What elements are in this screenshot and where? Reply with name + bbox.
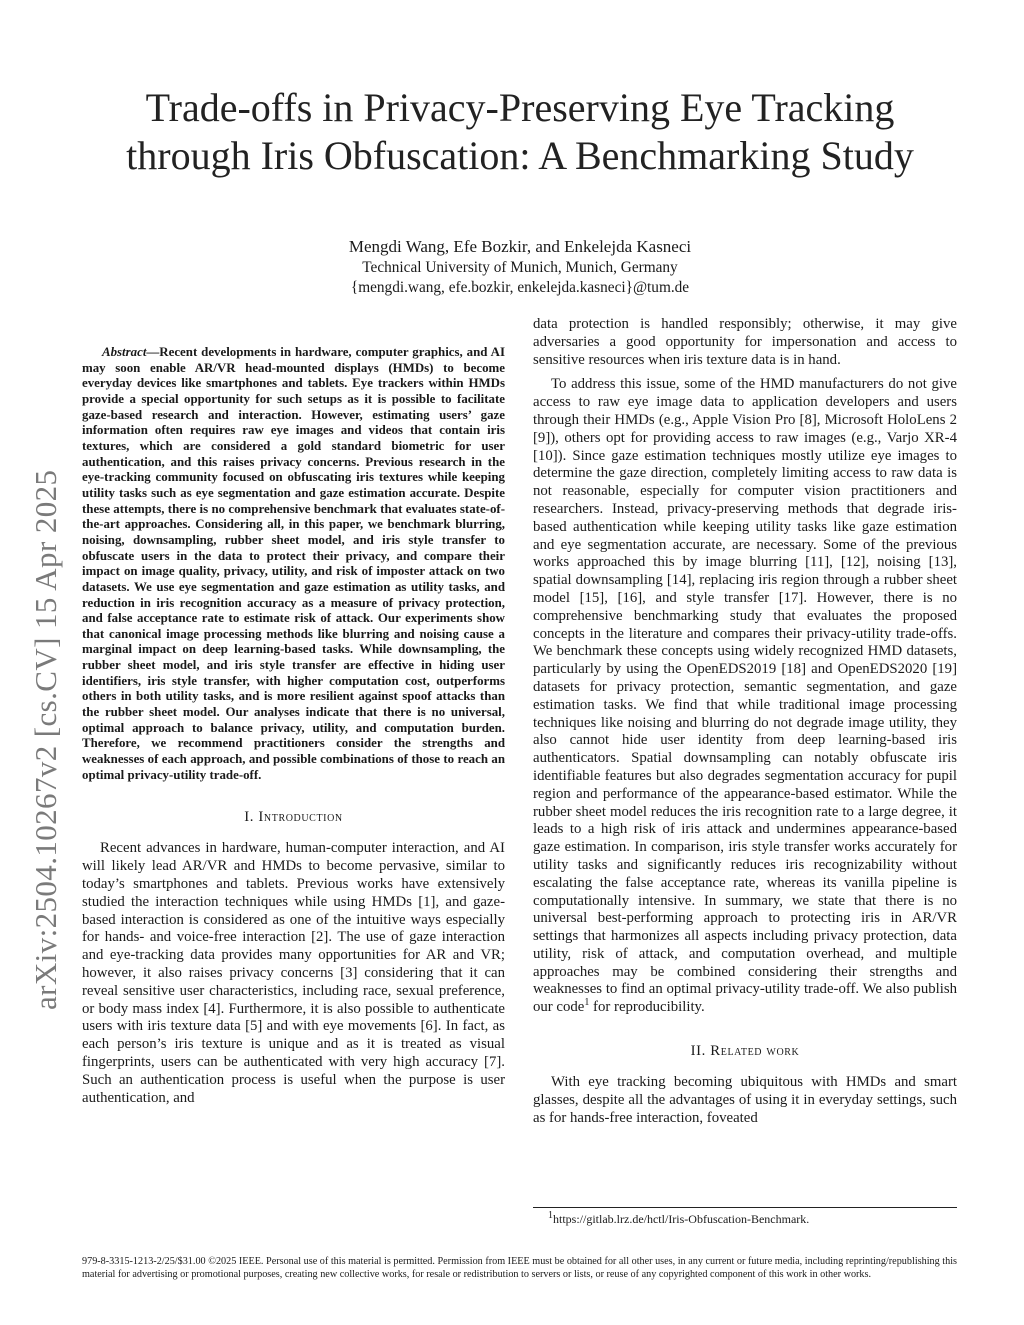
section-number: II.: [690, 1043, 706, 1060]
section-heading-related-work: [533, 1043, 957, 1060]
intro-paragraph-2-end: for reproducibility.: [589, 999, 705, 1016]
intro-paragraph-2: [533, 376, 957, 1017]
abstract: [82, 345, 505, 783]
footnote: [548, 1212, 809, 1227]
section-title: Introduction: [258, 809, 343, 826]
footnote-marker: 1: [584, 997, 590, 1009]
left-column: [82, 345, 505, 1107]
author-block: [70, 236, 970, 298]
abstract-lead: Abstract: [102, 345, 147, 359]
author-emails: {mengdi.wang, efe.bozkir, enkelejda.kasneci}@tum.de: [350, 279, 690, 296]
author-names: Mengdi Wang, Efe Bozkir, and Enkelejda Kasneci: [348, 237, 692, 256]
right-column: [533, 316, 957, 1127]
copyright-notice: 979-8-3315-1213-2/25/$31.00 ©2025 IEEE. Personal use of this material is permitted. Permission from IEEE must be obtained for all other uses, in any current or future media, including reprinting/republishing this material for advertising or promotional purposes, creating new collective works, for resale or redistribution to servers or lists, or reuse of any copyrighted component of this work in other works.: [82, 1256, 957, 1280]
abstract-text: —Recent developments in hardware, computer graphics, and AI may soon enable AR/VR head-mounted displays (HMDs) to become everyday devices like smartphones and tablets. Eye trackers within HMDs provide a special opportunity for such setups as it is possible to facilitate gaze-based research and interaction. However, estimating users’ gaze information often requires raw eye images and videos that contain iris textures, which are considered a gold standard biometric for user authentication, and this raises privacy concerns. Previous research in the eye-tracking community focused on obfuscating iris textures while keeping utility tasks such as eye segmentation and gaze estimation accurate. Despite these attempts, there is no comprehensive benchmark that evaluates state-of-the-art approaches. Considering all, in this paper, we benchmark blurring, noising, downsampling, rubber sheet model, and iris style transfer to obfuscate users in the data to protect their privacy, and compare their impact on image quality, privacy, utility, and risk of imposter attack on two datasets. We use eye segmentation and gaze estimation as utility tasks, and reduction in iris recognition accuracy as a measure of privacy protection, and false acceptance rate to estimate risk of attack. Our experiments show that canonical image processing methods like blurring and noising cause a marginal impact on deep learning-based tasks. While downsampling, the rubber sheet model, and iris style transfer are effective in hiding user identifiers, iris style transfer, with higher computation cost, outperforms others in both utility tasks, and is more resilient against spoof attacks than the rubber sheet model. Our analyses indicate that there is no universal, optimal approach to balance privacy, utility, and computation burden. Therefore, we recommend practitioners consider the strengths and weaknesses of each approach, and possible combinations of those to reach an optimal privacy-utility trade-off.: [82, 345, 505, 782]
arxiv-identifier: arXiv:2504.10267v2 [cs.CV] 15 Apr 2025: [28, 469, 63, 1010]
intro-paragraph-2-text: To address this issue, some of the HMD manufacturers do not give access to raw eye image data to application developers and users through their HMDs (e.g., Apple Vision Pro [8], Microsoft HoloLens 2 [9]), others opt for providing access to raw images (e.g., Varjo XR-4 [10]). Since gaze estimation techniques mostly utilize eye images to determine the gaze direction, completely limiting access to raw data is not reasonable, especially for computer vision practitioners and researchers. Instead, privacy-preserving methods that degrade iris-based authentication while keeping utility tasks like gaze estimation and eye segmentation accurate, are necessary. Some of the previous works approached this by image blurring [11], [12], noising [13], spatial downsampling [14], replacing iris region through a rubber sheet model [15], [16], and style transfer [17]. However, there is no comprehensive benchmarking study that evaluates the proposed concepts in the literature and compares their privacy-utility trade-offs. We benchmark these concepts using widely recognized HMD datasets, particularly by using the OpenEDS2019 [18] and OpenEDS2020 [19] datasets for privacy protection, semantic segmentation, and gaze estimation tasks. We find that while traditional image processing techniques like noising and blurring do not degrade image utility, they also cannot hide user identity from deep learning-based iris authenticators. Spatial downsampling can notably obfuscate iris identifiable features but also degrades segmentation accuracy for pupil region and performance of the appearance-based estimator. While the rubber sheet model reduces the iris recognition rate to a large degree, it leads to a high risk of iris attack and undermines appearance-based gaze estimation. In comparison, iris style transfer works accurately for utility tasks and significantly reduces iris recognizability without escalating the false acceptance rate, whereas its vanilla pipeline is computationally intensive. In summary, we state that there is no universal best-performing approach to protecting iris in AR/VR settings that harmonizes all aspects including privacy protection, data utility, risk of attack, and computation overhead, and multiple approaches may be combined considering their strengths and weaknesses to find an optimal privacy-utility trade-off. We also publish our code: [533, 376, 957, 1016]
author-affiliation: Technical University of Munich, Munich, Germany: [362, 259, 678, 276]
title-line-2: through Iris Obfuscation: A Benchmarking Study: [126, 133, 914, 178]
intro-paragraph-1-continued: data protection is handled responsibly; otherwise, it may give adversaries a good opportunity for impersonation and access to sensitive resources when iris texture data is in hand.: [533, 316, 957, 368]
footnote-divider: [533, 1207, 957, 1208]
paper-title: [70, 84, 970, 180]
footnote-number: 1: [548, 1210, 553, 1221]
section-title: Related work: [710, 1043, 800, 1060]
title-line-1: Trade-offs in Privacy-Preserving Eye Tracking: [145, 85, 895, 130]
section-number: I.: [244, 809, 255, 826]
related-work-paragraph-1: With eye tracking becoming ubiquitous with HMDs and smart glasses, despite all the advantages of using it in everyday settings, such as for hands-free interaction, foveated: [533, 1074, 957, 1126]
intro-paragraph-1: Recent advances in hardware, human-computer interaction, and AI will likely lead AR/VR and HMDs to become pervasive, similar to today’s smartphones and tablets. Previous works have extensively studied the interaction techniques while using HMDs [1], and gaze-based interaction is considered as one of the intuitive ways especially for hands- and voice-free interaction [2]. The use of gaze interaction and eye-tracking data provides many opportunities for AR and VR; however, it also raises privacy concerns [3] considering that it can reveal sensitive user characteristics, including race, sexual preference, or body mass index [4]. Furthermore, it is also possible to authenticate users with iris texture data [5] and with eye movements [6]. In fact, as each person’s iris texture is unique and as it is treated as visual fingerprints, users can be authenticated with very high accuracy [7]. Such an authentication process is useful when the purpose is user authentication, and: [82, 840, 505, 1106]
footnote-link[interactable]: https://gitlab.lrz.de/hctl/Iris-Obfuscation-Benchmark.: [553, 1212, 810, 1226]
section-heading-introduction: [82, 809, 505, 826]
